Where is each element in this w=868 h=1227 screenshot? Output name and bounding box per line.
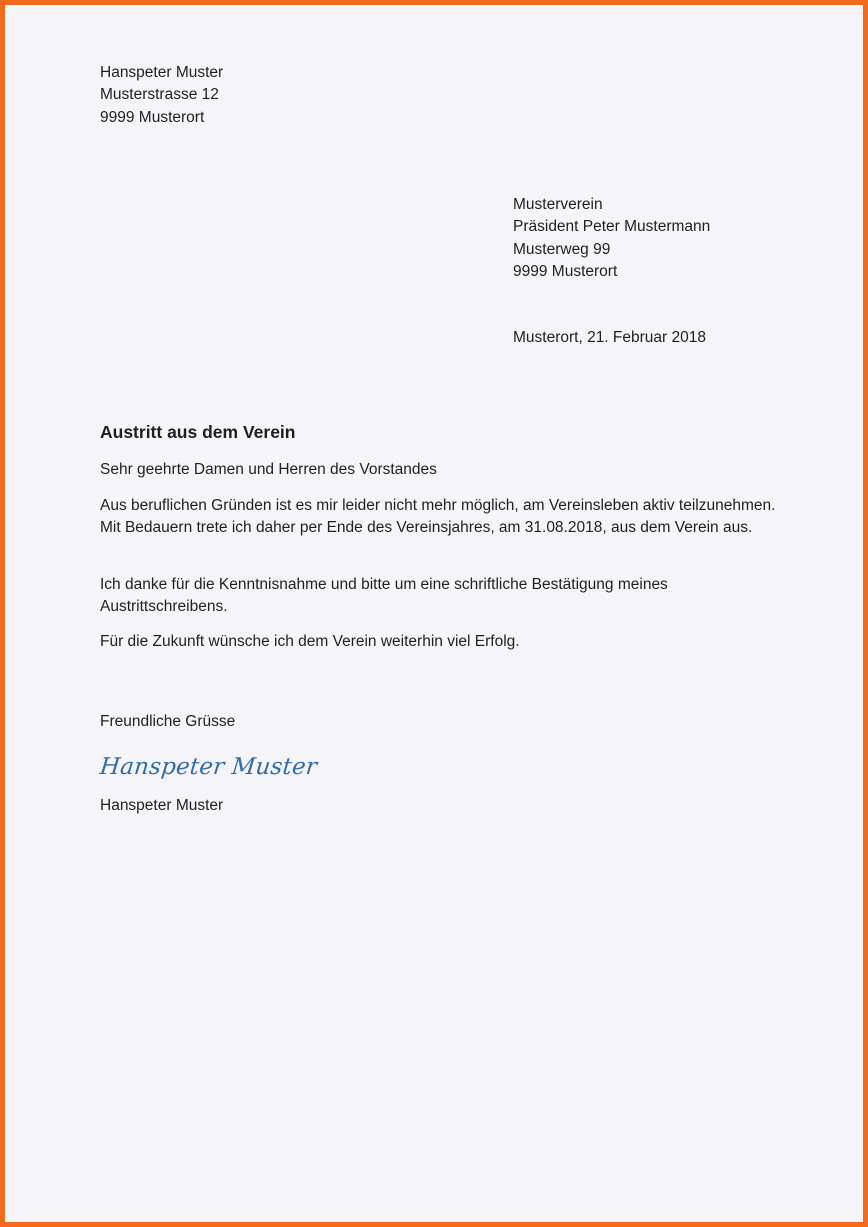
sender-name: Hanspeter Muster <box>100 64 224 81</box>
letter-subject: Austritt aus dem Verein <box>100 422 296 442</box>
recipient-person: Präsident Peter Mustermann <box>513 218 711 236</box>
recipient-street: Musterweg 99 <box>513 240 611 258</box>
date-line: Musterort, 21. Februar 2018 <box>513 329 706 346</box>
body-paragraph-3: Für die Zukunft wünsche ich dem Verein weiterhin viel Erfolg. <box>100 633 520 650</box>
salutation: Sehr geehrte Damen und Herren des Vorstandes <box>100 461 437 478</box>
handwritten-signature: Hanspeter Muster <box>98 754 319 780</box>
printed-signer-name: Hanspeter Muster <box>100 797 224 814</box>
recipient-city: 9999 Musterort <box>513 262 618 280</box>
recipient-address <box>513 194 710 283</box>
closing-greeting: Freundliche Grüsse <box>100 713 236 730</box>
sender-city: 9999 Musterort <box>100 108 205 126</box>
body-paragraph-2: Ich danke für die Kenntnisnahme und bitte um eine schriftliche Bestätigung meines Austrittschreibens. <box>100 576 668 616</box>
body-paragraph-1: Aus beruflichen Gründen ist es mir leider nicht mehr möglich, am Vereinsleben aktiv teilzunehmen. Mit Bedauern trete ich daher per Ende des Vereinsjahres, am 31.08.2018, aus dem Verein aus. <box>100 497 776 537</box>
sender-street: Musterstrasse 12 <box>100 86 219 104</box>
recipient-organization: Musterverein <box>513 196 603 213</box>
sender-address <box>100 62 223 129</box>
